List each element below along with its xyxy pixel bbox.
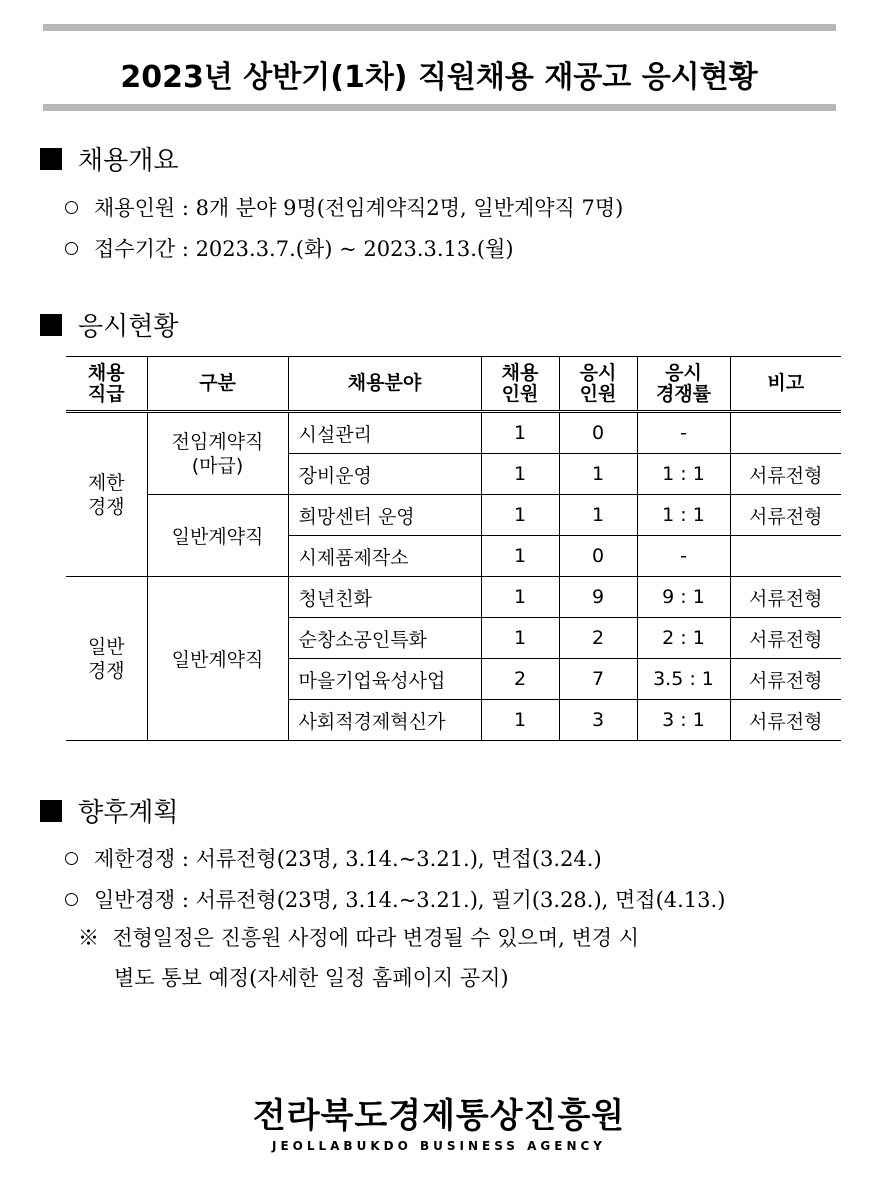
circle-bullet-icon <box>65 893 78 906</box>
hires-cell: 1 <box>481 577 559 618</box>
overview-heading-text: 채용개요 <box>78 146 179 176</box>
group-cell: 일반 경쟁 <box>66 577 147 741</box>
schedule-note-line1: 전형일정은 진흥원 사정에 따라 변경될 수 있으며, 변경 시 <box>112 926 640 950</box>
header-field: 채용분야 <box>288 357 481 412</box>
table-row <box>66 495 841 536</box>
overview-item <box>65 233 514 263</box>
hires-cell: 1 <box>481 536 559 577</box>
circle-bullet-icon <box>65 201 78 214</box>
applicants-cell: 7 <box>559 659 637 700</box>
hires-cell: 1 <box>481 700 559 741</box>
note-cell <box>730 412 841 454</box>
plan-heading <box>40 792 178 829</box>
note-cell <box>730 536 841 577</box>
table-header-row <box>66 357 841 412</box>
hires-cell: 1 <box>481 618 559 659</box>
hires-cell: 2 <box>481 659 559 700</box>
field-cell: 시설관리 <box>288 412 481 454</box>
applicants-cell: 1 <box>559 454 637 495</box>
field-cell: 순창소공인특화 <box>288 618 481 659</box>
applicants-cell: 2 <box>559 618 637 659</box>
reference-mark-icon: ※ <box>78 926 99 950</box>
plan-item-text: 제한경쟁 : 서류전형(23명, 3.14.~3.21.), 면접(3.24.) <box>94 847 602 871</box>
subgroup-cell: 일반계약직 <box>147 495 288 577</box>
status-table <box>66 356 841 741</box>
applicants-cell: 0 <box>559 412 637 454</box>
field-cell: 희망센터 운영 <box>288 495 481 536</box>
header-grade: 채용 직급 <box>66 357 147 412</box>
square-bullet-icon <box>40 148 62 170</box>
group-cell: 제한 경쟁 <box>66 412 147 577</box>
ratio-cell: 3 : 1 <box>637 700 730 741</box>
schedule-note-line2: 별도 통보 예정(자세한 일정 홈페이지 공지) <box>114 966 509 990</box>
ratio-cell: 9 : 1 <box>637 577 730 618</box>
square-bullet-icon <box>40 800 62 822</box>
header-note: 비고 <box>730 357 841 412</box>
note-cell: 서류전형 <box>730 618 841 659</box>
plan-item <box>65 884 725 914</box>
ratio-cell: 2 : 1 <box>637 618 730 659</box>
table-row <box>66 577 841 618</box>
hires-cell: 1 <box>481 412 559 454</box>
header-applicants: 응시 인원 <box>559 357 637 412</box>
overview-item-text: 접수기간 : 2023.3.7.(화) ~ 2023.3.13.(월) <box>94 237 514 261</box>
overview-heading <box>40 140 178 177</box>
subgroup-cell: 일반계약직 <box>147 577 288 741</box>
plan-item <box>65 843 602 873</box>
applicants-cell: 9 <box>559 577 637 618</box>
ratio-cell: 1 : 1 <box>637 495 730 536</box>
hires-cell: 1 <box>481 495 559 536</box>
ratio-cell: 3.5 : 1 <box>637 659 730 700</box>
header-category: 구분 <box>147 357 288 412</box>
field-cell: 시제품제작소 <box>288 536 481 577</box>
overview-item <box>65 192 623 222</box>
field-cell: 청년친화 <box>288 577 481 618</box>
plan-item-text: 일반경쟁 : 서류전형(23명, 3.14.~3.21.), 필기(3.28.), 면접(4.13.) <box>94 888 726 912</box>
note-cell: 서류전형 <box>730 700 841 741</box>
title-top-rule <box>43 24 836 31</box>
circle-bullet-icon <box>65 852 78 865</box>
agency-logo <box>0 1088 878 1153</box>
field-cell: 마을기업육성사업 <box>288 659 481 700</box>
agency-name-en: JEOLLABUKDO BUSINESS AGENCY <box>271 1139 606 1153</box>
header-ratio: 응시 경쟁률 <box>637 357 730 412</box>
ratio-cell: 1 : 1 <box>637 454 730 495</box>
ratio-cell: - <box>637 412 730 454</box>
note-cell: 서류전형 <box>730 495 841 536</box>
applicants-cell: 1 <box>559 495 637 536</box>
hires-cell: 1 <box>481 454 559 495</box>
status-heading-text: 응시현황 <box>78 312 179 342</box>
applicants-cell: 3 <box>559 700 637 741</box>
agency-name-kr: 전라북도경제통상진흥원 <box>252 1096 626 1136</box>
header-hires: 채용 인원 <box>481 357 559 412</box>
applicants-cell: 0 <box>559 536 637 577</box>
overview-item-text: 채용인원 : 8개 분야 9명(전임계약직2명, 일반계약직 7명) <box>94 196 624 220</box>
circle-bullet-icon <box>65 242 78 255</box>
square-bullet-icon <box>40 314 62 336</box>
schedule-note <box>78 918 843 998</box>
table-row <box>66 412 841 454</box>
ratio-cell: - <box>637 536 730 577</box>
field-cell: 장비운영 <box>288 454 481 495</box>
title-bottom-rule <box>43 104 836 111</box>
page-title: 2023년 상반기(1차) 직원채용 재공고 응시현황 <box>120 60 758 95</box>
note-cell: 서류전형 <box>730 577 841 618</box>
subgroup-cell: 전임계약직 (마급) <box>147 412 288 495</box>
plan-heading-text: 향후계획 <box>78 798 179 828</box>
status-heading <box>40 306 178 343</box>
field-cell: 사회적경제혁신가 <box>288 700 481 741</box>
note-cell: 서류전형 <box>730 659 841 700</box>
note-cell: 서류전형 <box>730 454 841 495</box>
